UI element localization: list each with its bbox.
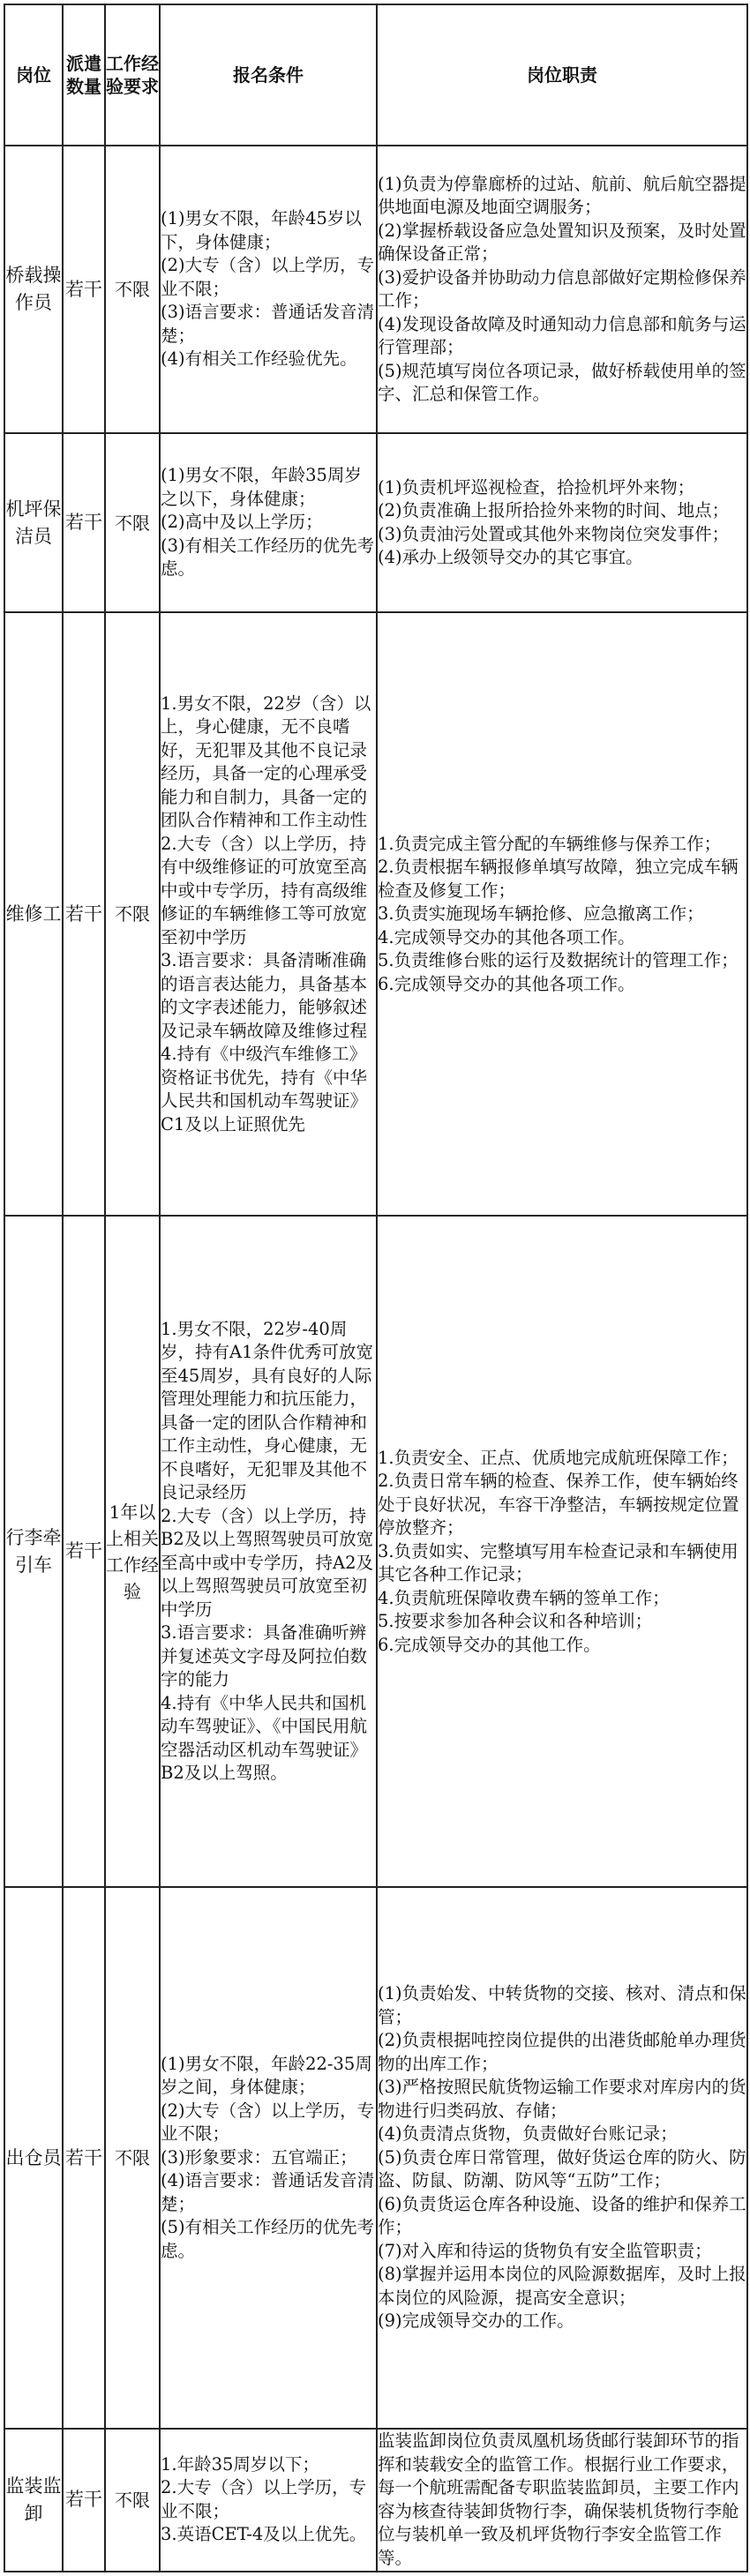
duty-item: (6)负责货运仓库各种设施、设备的维护和保养工作； <box>378 2193 746 2238</box>
experience-cell: 不限 <box>105 433 160 612</box>
job-recruitment-table <box>4 4 748 2572</box>
duties-cell <box>377 146 747 433</box>
requirement-item: 1.男女不限，22岁-40周岁，持有A1条件优秀可放宽至45周岁，具有良好的人际管理处理能力和抗压能力，具备一定的团队合作精神和工作主动性，身心健康，无不良嗜好，无犯罪及其他不良记录经历 <box>161 1318 373 1503</box>
quantity-cell: 若干 <box>63 1216 105 1887</box>
table-row <box>4 2429 747 2572</box>
requirement-item: (4)有相关工作经验优先。 <box>161 348 357 370</box>
header-quantity: 派遣数量 <box>63 4 105 146</box>
position-cell: 出仓员 <box>4 1887 63 2429</box>
duty-item: 3.负责实施现场车辆抢修、应急撤离工作； <box>378 903 704 925</box>
requirement-item: (2)大专（含）以上学历，专业不限； <box>161 255 375 299</box>
duty-item: 6.完成领导交办的其他各项工作。 <box>378 973 635 994</box>
quantity-cell: 若干 <box>63 433 105 612</box>
quantity-cell: 若干 <box>63 146 105 433</box>
duty-item: 4.完成领导交办的其他各项工作。 <box>378 926 635 947</box>
duty-item: 4.负责航班保障收费车辆的签单工作； <box>378 1587 670 1608</box>
table-header-row <box>4 4 747 146</box>
requirements-cell <box>160 612 377 1216</box>
header-duties: 岗位职责 <box>377 4 747 146</box>
duty-item: (1)负责为停靠廊桥的过站、航前、航后航空器提供地面电源及地面空调服务； <box>378 173 746 217</box>
duty-item: (1)负责始发、中转货物的交接、核对、清点和保管； <box>378 1983 746 2027</box>
requirement-item: (1)男女不限，年龄35周岁之以下，身体健康； <box>161 465 362 509</box>
requirement-item: (1)男女不限，年龄22-35周岁之间，身体健康； <box>161 2053 372 2098</box>
requirements-cell <box>160 146 377 433</box>
duty-item: (7)对入库和待运的货物负有安全监管职责； <box>378 2240 712 2261</box>
duty-item: (1)负责机坪巡视检查，拾捡机坪外来物； <box>378 476 695 498</box>
duty-item: (4)发现设备故障及时通知动力信息部和航务与运行管理部； <box>378 313 746 357</box>
requirement-item: 3.语言要求：具备准确听辨并复述英文字母及阿拉伯数字的能力 <box>161 1622 368 1690</box>
table-row <box>4 612 747 1216</box>
duties-cell <box>377 433 747 612</box>
position-cell: 监装监卸 <box>4 2429 63 2572</box>
quantity-cell: 若干 <box>63 1887 105 2429</box>
duty-item: 2.负责日常车辆的检查、保养工作，使车辆始终处于良好状况，车容干净整洁，车辆按规定位置停放整齐； <box>378 1471 739 1539</box>
duty-item: (2)掌握桥载设备应急处置知识及预案，及时处置确保设备正常； <box>378 220 746 264</box>
duties-cell <box>377 1216 747 1887</box>
requirements-cell <box>160 2429 377 2572</box>
duties-cell <box>377 612 747 1216</box>
requirement-item: (5)有相关工作经历的优先考虑。 <box>161 2217 375 2261</box>
duty-item: (5)负责仓库日常管理，做好货运仓库的防火、防盗、防鼠、防潮、防风等“五防”工作； <box>378 2146 746 2191</box>
duties-cell <box>377 1887 747 2429</box>
requirement-item: 3.语言要求：具备清晰准确的语言表达能力，具备基本的文字表述能力，能够叙述及记录车辆故障及维修过程 <box>161 950 368 1041</box>
duty-item: 监装监卸岗位负责凤凰机场货邮行装卸环节的指挥和装载安全的监管工作。根据行业工作要求，每一个航班需配备专职监装监卸员，主要工作内容为核查待装卸货物行李，确保装机货物行李舱位与装机单一致及机坪货物行李安全监管工作等。 <box>378 2430 739 2568</box>
requirement-item: 2.大专（含）以上学历，专业不限； <box>161 2477 367 2521</box>
requirements-cell <box>160 433 377 612</box>
table-row <box>4 433 747 612</box>
position-cell: 桥载操作员 <box>4 146 63 433</box>
duty-item: 1.负责完成主管分配的车辆维修与保养工作； <box>378 833 722 854</box>
requirement-item: (1)男女不限，年龄45岁以下，身体健康； <box>161 208 362 252</box>
requirement-item: 4.持有《中华人民共和国机动车驾驶证》、《中国民用航空器活动区机动车驾驶证》B2及以上驾照。 <box>161 1692 368 1784</box>
position-cell: 行李牵引车 <box>4 1216 63 1887</box>
requirement-item: (3)语言要求：普通话发音清楚； <box>161 302 375 346</box>
position-cell: 机坪保洁员 <box>4 433 63 612</box>
requirement-item: 1.男女不限，22岁（含）以上，身心健康，无不良嗜好，无犯罪及其他不良记录经历，具备一定的心理承受能力和自制力，具备一定的团队合作精神和工作主动性 <box>161 693 371 831</box>
requirement-item: (4)语言要求：普通话发音清楚； <box>161 2170 375 2214</box>
position-cell: 维修工 <box>4 612 63 1216</box>
duty-item: (8)掌握并运用本岗位的风险源数据库，及时上报本岗位的风险源，提高安全意识； <box>378 2264 746 2308</box>
requirement-item: (3)形象要求：五官端正； <box>161 2146 357 2168</box>
header-experience: 工作经验要求 <box>105 4 160 146</box>
duty-item: 6.完成领导交办的其他工作。 <box>378 1634 601 1655</box>
requirement-item: (2)大专（含）以上学历，专业不限； <box>161 2100 375 2145</box>
requirement-item: 2.大专（含）以上学历，持B2及以上驾照驾驶员可放宽至高中或中专学历，持A2及以上驾照驾驶员可放宽至初中学历 <box>161 1505 374 1620</box>
requirement-item: 4.持有《中级汽车维修工》资格证书优先，持有《中华人民共和国机动车驾驶证》C1及以上证照优先 <box>161 1044 368 1134</box>
table-row <box>4 1887 747 2429</box>
experience-cell: 1年以上相关工作经验 <box>105 1216 160 1887</box>
requirement-item: (3)有相关工作经历的优先考虑。 <box>161 535 375 580</box>
experience-cell: 不限 <box>105 612 160 1216</box>
requirements-cell <box>160 1887 377 2429</box>
experience-cell: 不限 <box>105 146 160 433</box>
duty-item: (3)严格按照民航货物运输工作要求对库房内的货物进行归类码放、存储； <box>378 2077 746 2121</box>
requirement-item: 2.大专（含）以上学历，持有中级维修证的可放宽至高中或中专学历，持有高级维修证的车辆维修工等可放宽至初中学历 <box>161 833 368 947</box>
header-position: 岗位 <box>4 4 63 146</box>
requirement-item: 1.年龄35周岁以下； <box>161 2453 319 2475</box>
duty-item: (3)爱护设备并协助动力信息部做好定期检修保养工作； <box>378 266 746 311</box>
table-row <box>4 146 747 433</box>
duty-item: 1.负责安全、正点、优质地完成航班保障工作； <box>378 1447 739 1468</box>
duty-item: 2.负责根据车辆报修单填写故障，独立完成车辆检查及修复工作； <box>378 857 739 901</box>
duty-item: 3.负责如实、完整填写用车检查记录和车辆使用其它各种工作记录； <box>378 1540 739 1585</box>
requirement-item: 3.英语CET-4及以上优先。 <box>161 2524 367 2545</box>
duty-item: 5.负责维修台账的运行及数据统计的管理工作； <box>378 950 739 971</box>
duty-item: (5)规范填写岗位各项记录，做好桥载使用单的签字、汇总和保管工作。 <box>378 360 746 404</box>
duty-item: (3)负责油污处置或其他外来物岗位突发事件； <box>378 523 730 544</box>
requirement-item: (2)高中及以上学历； <box>161 512 323 533</box>
requirements-cell <box>160 1216 377 1887</box>
header-requirements: 报名条件 <box>160 4 377 146</box>
experience-cell: 不限 <box>105 1887 160 2429</box>
table-row <box>4 1216 747 1887</box>
duty-item: (4)承办上级领导交办的其它事宜。 <box>378 547 643 568</box>
duty-item: (2)负责根据吨控岗位提供的出港货邮舱单办理货物的出库工作； <box>378 2030 746 2074</box>
quantity-cell: 若干 <box>63 612 105 1216</box>
duty-item: 5.按要求参加各种会议和各种培训； <box>378 1611 653 1632</box>
duty-item: (9)完成领导交办的工作。 <box>378 2310 574 2332</box>
duties-cell <box>377 2429 747 2572</box>
experience-cell: 不限 <box>105 2429 160 2572</box>
quantity-cell: 若干 <box>63 2429 105 2572</box>
duty-item: (2)负责准确上报所拾捡外来物的时间、地点； <box>378 500 730 521</box>
duty-item: (4)负责清点货物，负责做好台账记录； <box>378 2123 678 2145</box>
